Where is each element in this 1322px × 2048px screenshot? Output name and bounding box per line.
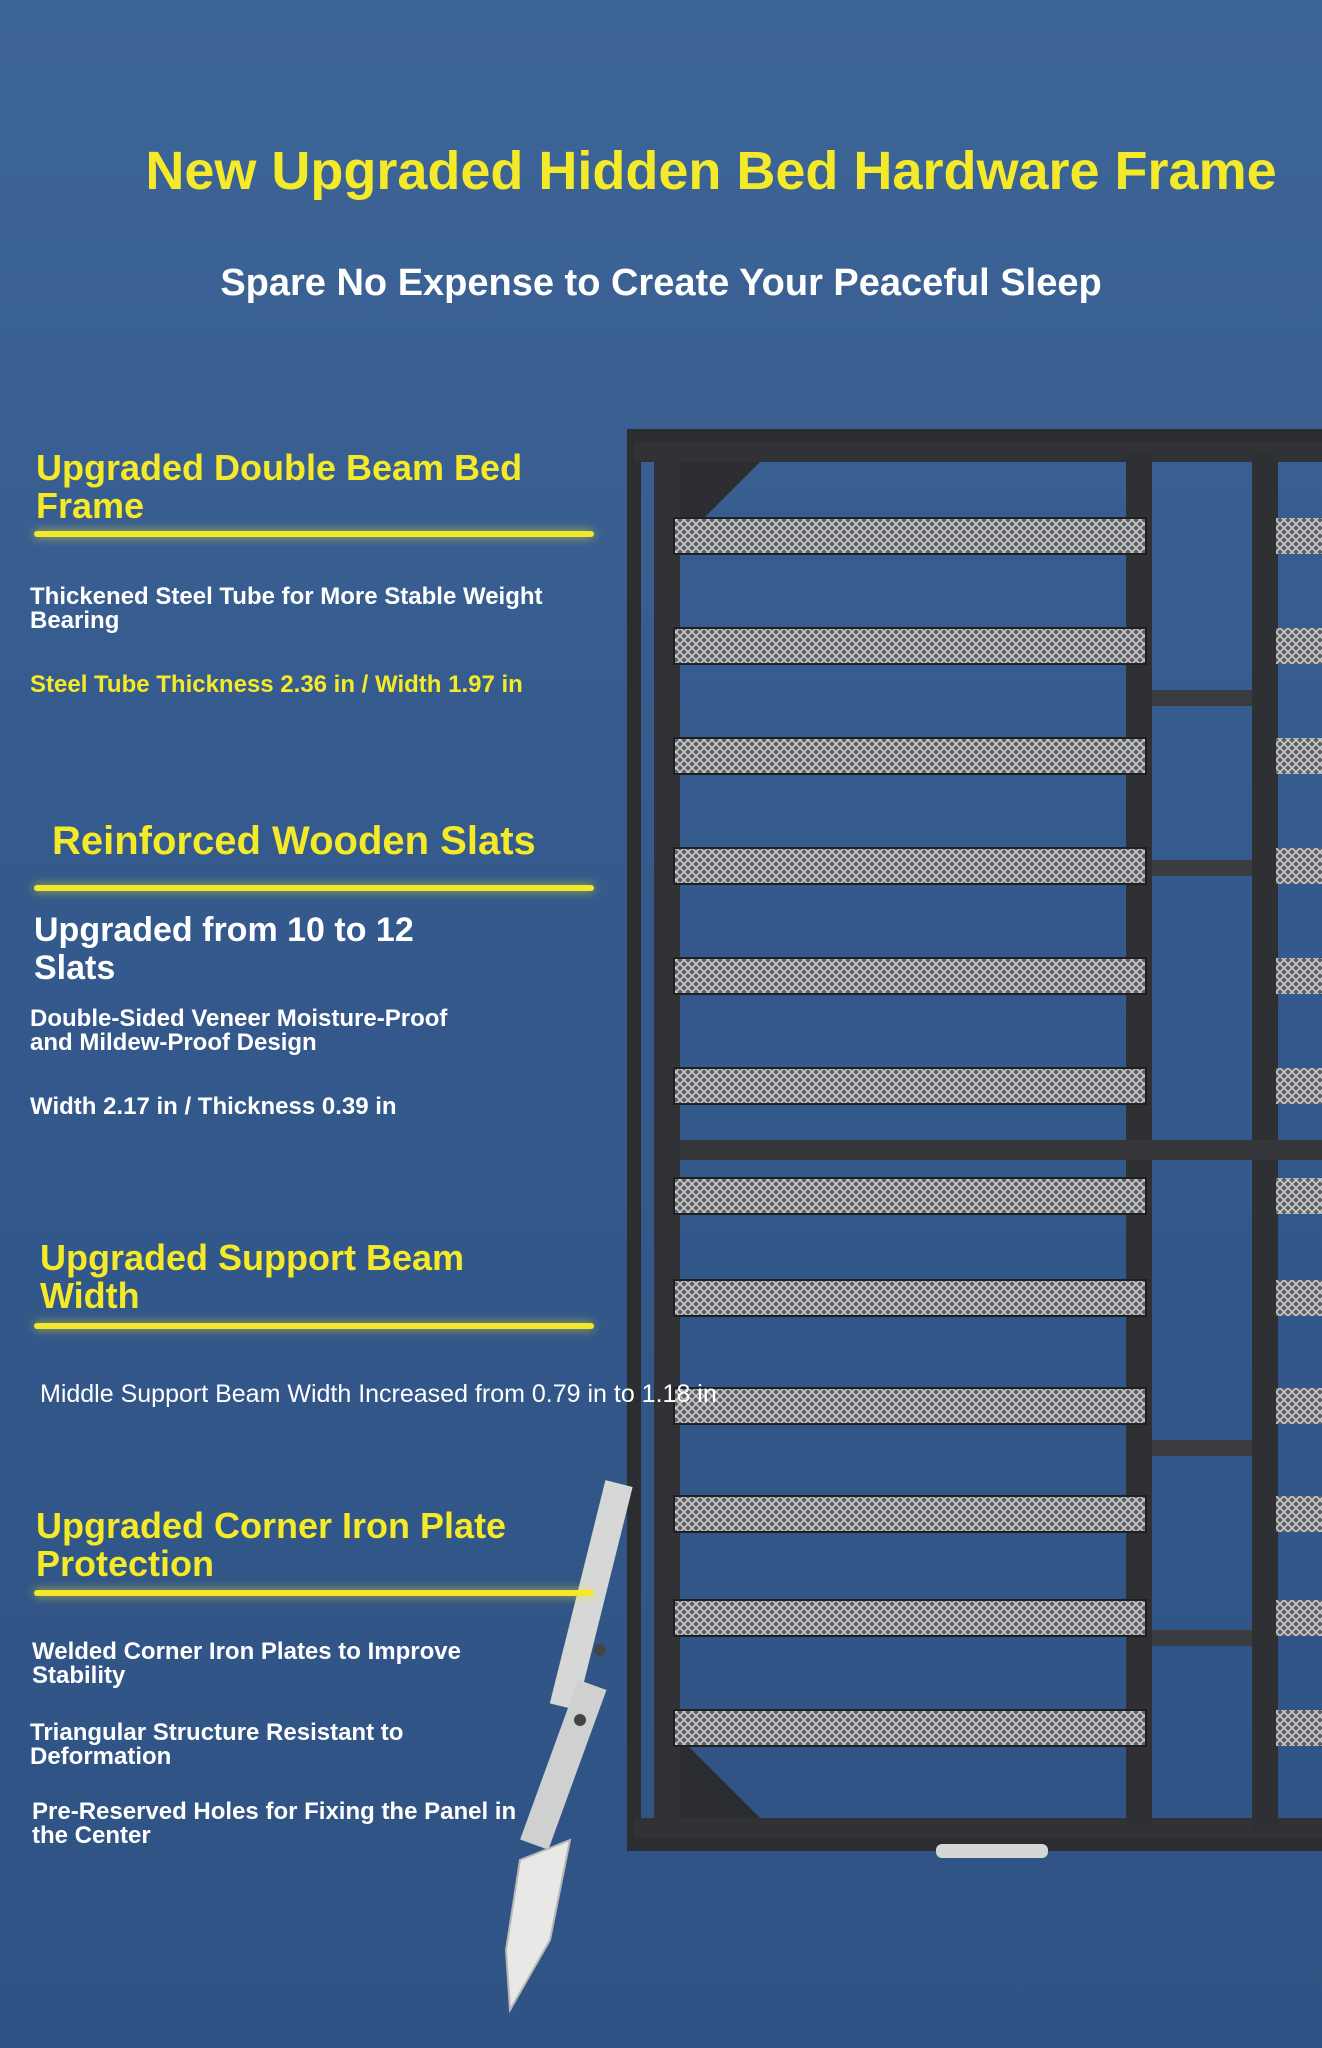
section-heading-double-beam: Upgraded Double Beam Bed Frame (36, 447, 523, 526)
slat-dimensions-spec: Width 2.17 in / Thickness 0.39 in (30, 1093, 397, 1120)
veneer-design-description: Double-Sided Veneer Moisture-Proof and Mildew-Proof Design (30, 1005, 448, 1056)
section-heading-wooden-slats: Reinforced Wooden Slats (52, 819, 536, 863)
triangular-structure-description: Triangular Structure Resistant to Deformation (30, 1719, 404, 1770)
bed-frame-illustration (600, 420, 1322, 1860)
page-subtitle: Spare No Expense to Create Your Peaceful Sleep (220, 262, 1102, 304)
section-divider (34, 1323, 594, 1329)
section-divider (34, 1590, 594, 1596)
steel-tube-spec: Steel Tube Thickness 2.36 in / Width 1.97 in (30, 671, 523, 698)
pre-reserved-holes-description: Pre-Reserved Holes for Fixing the Panel in the Center (32, 1798, 517, 1849)
support-beam-width-description: Middle Support Beam Width Increased from 0.79 in to 1.18 in (40, 1380, 717, 1408)
section-heading-corner-iron-plate: Upgraded Corner Iron Plate Protection (36, 1505, 507, 1584)
double-beam-description: Thickened Steel Tube for More Stable Weight Bearing (30, 583, 543, 634)
section-heading-support-beam: Upgraded Support Beam Width (40, 1237, 465, 1316)
welded-corner-description: Welded Corner Iron Plates to Improve Stability (32, 1638, 461, 1689)
section-divider (34, 885, 594, 891)
slat-count-upgrade: Upgraded from 10 to 12 Slats (34, 911, 414, 987)
section-divider (34, 531, 594, 537)
page-title: New Upgraded Hidden Bed Hardware Frame (145, 141, 1277, 201)
